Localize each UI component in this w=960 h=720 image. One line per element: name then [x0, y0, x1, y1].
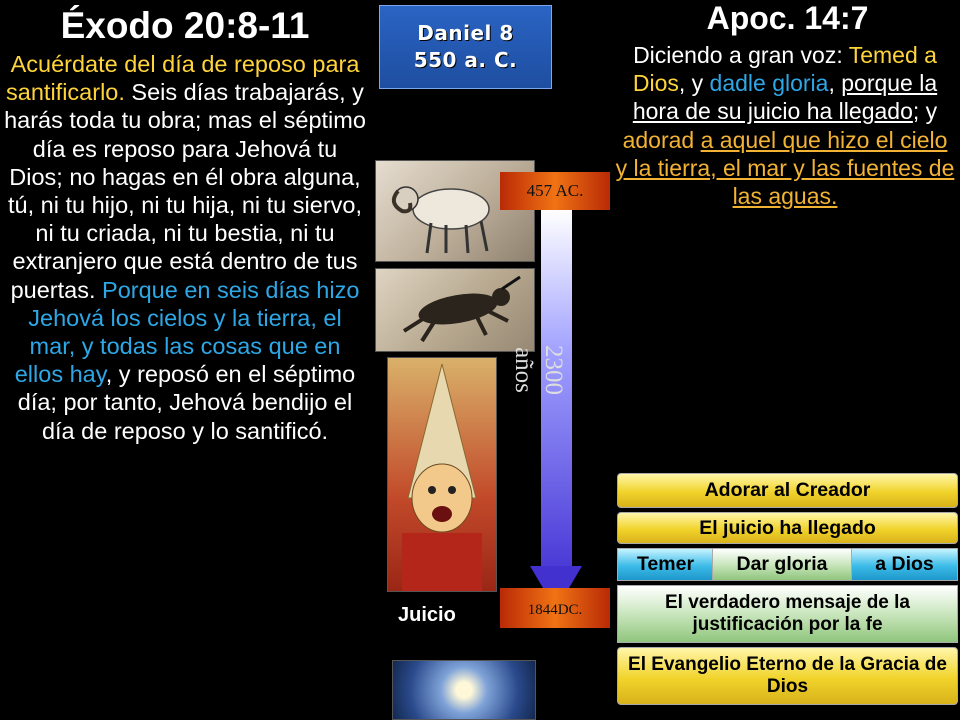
- heavenly-scene-illustration: [392, 660, 536, 720]
- rev-fear-god: Temed a Dios: [632, 42, 937, 97]
- horn-face-illustration: [387, 357, 497, 592]
- give-glory-button[interactable]: Dar gloria: [712, 548, 852, 581]
- rev-creator: a aquel que hizo el cielo y la tierra, el mar y las fuentes de las aguas.: [615, 126, 955, 210]
- rev-text-3: , y: [678, 70, 710, 97]
- exodus-yellow-text: Acuérdate del día de reposo para santificarlo.: [6, 51, 360, 106]
- rev-text-7: ; y: [912, 98, 938, 125]
- worship-creator-button[interactable]: Adorar al Creador: [617, 473, 958, 508]
- daniel-line2: 550 a. C.: [413, 48, 518, 72]
- judgment-label: Juicio: [398, 604, 456, 626]
- goat-illustration: [375, 268, 535, 352]
- exodus-white-text: Seis días trabajarás, y harás toda tu obra; mas el séptimo día es reposo para Jehová tu Dios; no hagas en él obra alguna, tú, ni tu hijo, ni tu hija, ni tu siervo, ni tu criada, ni tu bestia, ni tu extranjero que está dentro de tus puertas.: [4, 79, 366, 303]
- daniel-line1: Daniel 8: [417, 21, 514, 45]
- duration-label: 2300 años: [510, 345, 567, 395]
- to-god-button[interactable]: a Dios: [851, 548, 958, 581]
- justification-message-button[interactable]: El verdadero mensaje de la justificación por la fe: [617, 585, 958, 643]
- right-title: Apoc. 14:7: [706, 0, 869, 36]
- exodus-text: [4, 50, 366, 445]
- rev-worship: adorad: [622, 126, 695, 153]
- rev-text-1: Diciendo a gran voz:: [633, 42, 849, 68]
- rev-text-5: ,: [828, 70, 842, 97]
- start-date-label: 457 AC.: [500, 172, 610, 210]
- exodus-end-text: , y reposó en el séptimo día; por tanto, Jehová bendijo el día de reposo y lo santificó.: [17, 361, 356, 444]
- rev-judgment-hour: porque la hora de su juicio ha llegado: [632, 70, 938, 125]
- revelation-text: [615, 41, 955, 210]
- rev-give-glory: dadle gloria: [709, 70, 829, 97]
- left-title: Éxodo 20:8-11: [60, 5, 310, 46]
- eternal-gospel-button[interactable]: El Evangelio Eterno de la Gracia de Dios: [617, 647, 958, 705]
- judgment-arrived-button[interactable]: El juicio ha llegado: [617, 512, 958, 544]
- daniel-box: [379, 5, 552, 89]
- exodus-blue-text: Porque en seis días hizo Jehová los cielos y la tierra, el mar, y todas las cosas que en ellos hay: [14, 276, 360, 388]
- end-date-label: 1844DC.: [500, 588, 610, 628]
- fear-button[interactable]: Temer: [617, 548, 714, 581]
